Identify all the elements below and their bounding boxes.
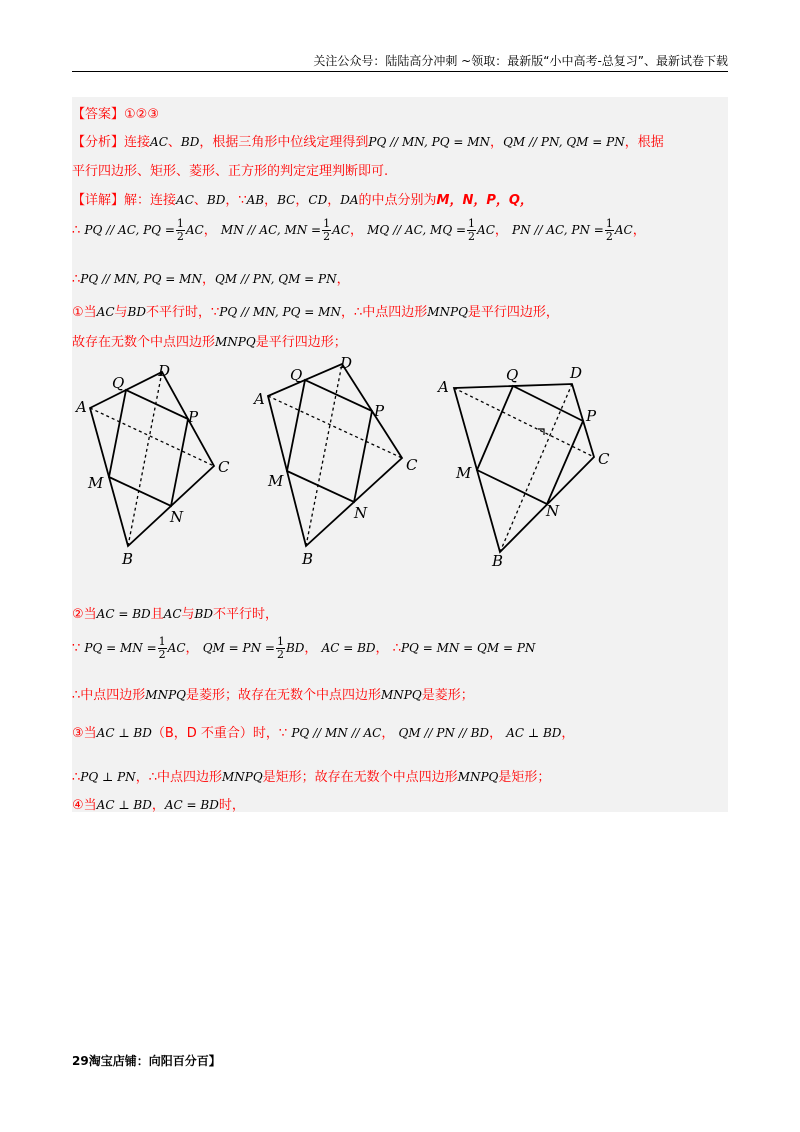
sep: ， — [304, 641, 318, 656]
vertex-label-p: P — [586, 407, 597, 425]
math-eq: QM // PN, QM = PN — [503, 135, 625, 149]
detail-line-1 — [72, 189, 533, 208]
case-2-line — [72, 603, 278, 622]
math-eq: PQ // MN // AC — [291, 726, 382, 740]
vertex-label-d: D — [340, 356, 353, 372]
sep: ， — [561, 726, 575, 741]
quadrilateral-abcd — [90, 372, 214, 546]
fraction-half — [467, 218, 476, 243]
case-text: 是矩形；故存在无数个中点四边形 — [262, 770, 458, 785]
math-bd: BD — [127, 305, 146, 319]
page-number: 29 — [72, 1054, 89, 1068]
case-text: ，∴中点四边形 — [340, 305, 428, 320]
detail-label: 【详解】 — [72, 193, 125, 208]
math-eq: PQ // MN, PQ = MN — [368, 135, 491, 149]
analysis-text: ，根据 — [624, 135, 664, 150]
analysis-line-2: 平行四边形、矩形、菱形、正方形的判定定理判断即可. — [72, 164, 389, 179]
case-text: 是菱形； — [421, 688, 474, 703]
math-ac: AC — [614, 223, 633, 237]
math-eq: PQ // AC, PQ = — [84, 223, 175, 237]
detail-text: 的中点分别为 — [358, 193, 437, 208]
case-text: ②当 — [72, 607, 97, 622]
page-footer — [72, 1052, 221, 1069]
math-eq: PN // AC, PN = — [512, 223, 604, 237]
answer-label: 【答案】 — [72, 107, 125, 122]
fraction-half — [158, 636, 167, 661]
vertex-label-m: M — [88, 474, 104, 492]
case-4-line — [72, 794, 245, 813]
vertex-label-d: D — [158, 362, 171, 380]
vertex-label-c: C — [406, 456, 418, 474]
math-eq: PQ ⊥ PN — [80, 770, 136, 784]
page-header: 关注公众号：陆陆高分冲刺 ~领取：最新版“小中高考-总复习”、最新试卷下载 — [313, 54, 728, 68]
answer-value: ①②③ — [124, 107, 159, 122]
vertex-label-n: N — [170, 508, 184, 526]
frac-den: 2 — [468, 230, 476, 243]
case-text: 与 — [114, 305, 128, 320]
answer-line — [72, 103, 159, 122]
case-text: （B，D 不重合）时，∵ — [151, 726, 288, 741]
math-eq: AC = BD — [321, 641, 376, 655]
frac-num: 1 — [468, 217, 476, 230]
vertex-label-q: Q — [112, 374, 125, 392]
frac-den: 2 — [176, 230, 184, 243]
sep: ， — [381, 726, 395, 741]
math-ac: AC — [477, 223, 495, 237]
diagonal-ac — [454, 388, 594, 457]
fraction-half — [605, 218, 614, 243]
detail-text: 解：连接 — [124, 193, 177, 208]
case-text: ③当 — [72, 726, 97, 741]
frac-num: 1 — [176, 217, 184, 230]
frac-num: 1 — [276, 635, 284, 648]
midpoint-quadrilateral-mnpq — [109, 390, 188, 506]
vertex-label-p: P — [188, 408, 199, 426]
case-1-line — [72, 301, 559, 320]
math-eq: MN // AC, MN = — [220, 223, 322, 237]
math-eq: QM = PN = — [202, 641, 275, 655]
sep: ， — [203, 223, 217, 238]
math-eq: AC ⊥ BD — [506, 726, 562, 740]
math-ac: AC — [176, 193, 194, 207]
math-bd: BD — [206, 193, 226, 207]
case-2-conclusion — [72, 684, 474, 703]
vertex-label-p: P — [374, 402, 385, 420]
math-mnpq: MNPQ — [381, 688, 422, 702]
frac-den: 2 — [158, 648, 166, 661]
vertex-label-b: B — [492, 552, 504, 570]
footer-text: 淘宝店铺：向阳百分百】 — [88, 1054, 221, 1068]
math-eq: PQ = MN = — [84, 641, 157, 655]
vertex-label-c: C — [598, 450, 610, 468]
math-eq: MQ // AC, MQ = — [367, 223, 467, 237]
math-eq: PQ = MN = QM = PN — [400, 641, 536, 655]
case-text: 是菱形；故存在无数个中点四边形 — [185, 688, 381, 703]
sep: ， — [151, 798, 165, 813]
quadrilateral-abcd — [268, 364, 402, 546]
vertex-label-a: A — [76, 398, 87, 416]
fraction-half — [322, 218, 331, 243]
math-ac: AC — [96, 305, 115, 319]
frac-num: 1 — [605, 217, 613, 230]
math-eq: AC ⊥ BD — [96, 726, 152, 740]
case-text: 时， — [218, 798, 245, 813]
math-ac: AC — [150, 135, 168, 149]
vertex-label-n: N — [546, 502, 560, 520]
sep: ， — [185, 641, 199, 656]
math-ac: AC — [167, 641, 186, 655]
math-mnpq: MNPQ — [221, 770, 263, 784]
case-text: ④当 — [72, 798, 97, 813]
math-ac: AC — [185, 223, 204, 237]
math-eq: AC ⊥ BD — [96, 798, 152, 812]
case-text: 与 — [181, 607, 195, 622]
math-ab: AB — [246, 193, 265, 207]
sep: ， — [264, 193, 278, 208]
sep: ， — [494, 223, 508, 238]
math-mnpq: MNPQ — [457, 770, 499, 784]
frac-den: 2 — [276, 648, 284, 661]
math-bd: BD — [285, 641, 305, 655]
therefore: ∴ — [72, 770, 81, 785]
sep: ， — [201, 272, 215, 287]
math-bc: BC — [277, 193, 296, 207]
math-bd: BD — [180, 135, 200, 149]
math-eq: AC = BD — [96, 607, 151, 621]
sep: ， — [327, 193, 341, 208]
math-eq: QM // PN // BD — [398, 726, 490, 740]
sep: ， — [375, 641, 389, 656]
math-da: DA — [340, 193, 359, 207]
case-3-line — [72, 722, 574, 741]
case-1-conclusion — [72, 331, 347, 350]
vertex-label-b: B — [302, 550, 314, 568]
figure-1 — [74, 362, 230, 568]
case-text: 是矩形； — [498, 770, 551, 785]
case-text: ，∴中点四边形 — [135, 770, 222, 785]
case-text: 故存在无数个中点四边形 — [72, 335, 216, 350]
case-3-conclusion — [72, 766, 550, 785]
math-ac: AC — [332, 223, 350, 237]
math-cd: CD — [308, 193, 328, 207]
vertex-label-q: Q — [290, 366, 303, 384]
sep: ， — [336, 272, 350, 287]
vertex-label-b: B — [122, 550, 134, 568]
fraction-half — [176, 218, 185, 243]
midpoint-quadrilateral-mnpq — [477, 386, 583, 504]
analysis-text: ，根据三角形中位线定理得到 — [199, 135, 369, 150]
sep: 、 — [167, 135, 181, 150]
analysis-label: 【分析】 — [72, 135, 125, 150]
math-mnpq: MNPQ — [145, 688, 186, 702]
case-2-equations: ∵ PQ = MN = $\frac{1}{2}$ AC， QM = PN = $\frac{1}{2}$ BD， AC = BD， ∴PQ = MN = QM = PN — [72, 635, 536, 661]
case-text: 是平行四边形； — [255, 335, 347, 350]
vertex-label-c: C — [218, 458, 230, 476]
detail-line-2 — [72, 218, 646, 243]
vertex-label-d: D — [570, 364, 583, 382]
math-eq: PQ // MN, PQ = MN — [219, 305, 341, 319]
figure-2 — [252, 356, 418, 568]
vertex-label-m: M — [268, 472, 284, 490]
sep: ， — [632, 223, 646, 238]
frac-num: 1 — [323, 217, 331, 230]
therefore: ∴ — [72, 272, 81, 287]
vertex-label-a: A — [438, 378, 449, 396]
fraction-half — [276, 636, 285, 661]
sep: ， — [489, 726, 503, 741]
vertex-label-m: M — [456, 464, 472, 482]
math-eq: QM // PN, QM = PN — [214, 272, 337, 286]
detail-line-3 — [72, 268, 350, 287]
header-rule — [72, 71, 728, 72]
midpoint-names: M，N，P，Q， — [436, 193, 533, 208]
math-bd: BD — [194, 607, 213, 621]
math-mnpq: MNPQ — [215, 335, 256, 349]
case-text: ∴中点四边形 — [72, 688, 146, 703]
analysis-line-1 — [72, 131, 664, 150]
frac-den: 2 — [605, 230, 613, 243]
sep: ， — [349, 223, 363, 238]
math-mnpq: MNPQ — [427, 305, 468, 319]
quadrilateral-abcd — [454, 384, 594, 552]
case-text: 不平行时， — [212, 607, 278, 622]
frac-den: 2 — [323, 230, 331, 243]
case-text: 且 — [150, 607, 164, 622]
quadrilateral-figures — [72, 356, 728, 576]
vertex-label-q: Q — [506, 366, 519, 384]
sep: 、 — [193, 193, 207, 208]
vertex-label-a: A — [254, 390, 265, 408]
vertex-label-n: N — [354, 504, 368, 522]
sep: ， — [295, 193, 309, 208]
sep: ， — [490, 135, 504, 150]
frac-num: 1 — [158, 635, 166, 648]
figure-3 — [436, 364, 610, 570]
right-angle-mark — [538, 429, 544, 435]
math-ac: AC — [163, 607, 182, 621]
case-text: ①当 — [72, 305, 97, 320]
therefore: ∴ — [72, 223, 81, 238]
case-text: 不平行时，∵ — [145, 305, 220, 320]
math-eq: PQ // MN, PQ = MN — [80, 272, 202, 286]
analysis-text: 连接 — [124, 135, 151, 150]
case-text: 是平行四边形， — [467, 305, 559, 320]
midpoint-quadrilateral-mnpq — [287, 380, 372, 502]
detail-text: ，∵ — [225, 193, 247, 208]
therefore: ∴ — [392, 641, 401, 656]
math-eq: AC = BD — [164, 798, 219, 812]
